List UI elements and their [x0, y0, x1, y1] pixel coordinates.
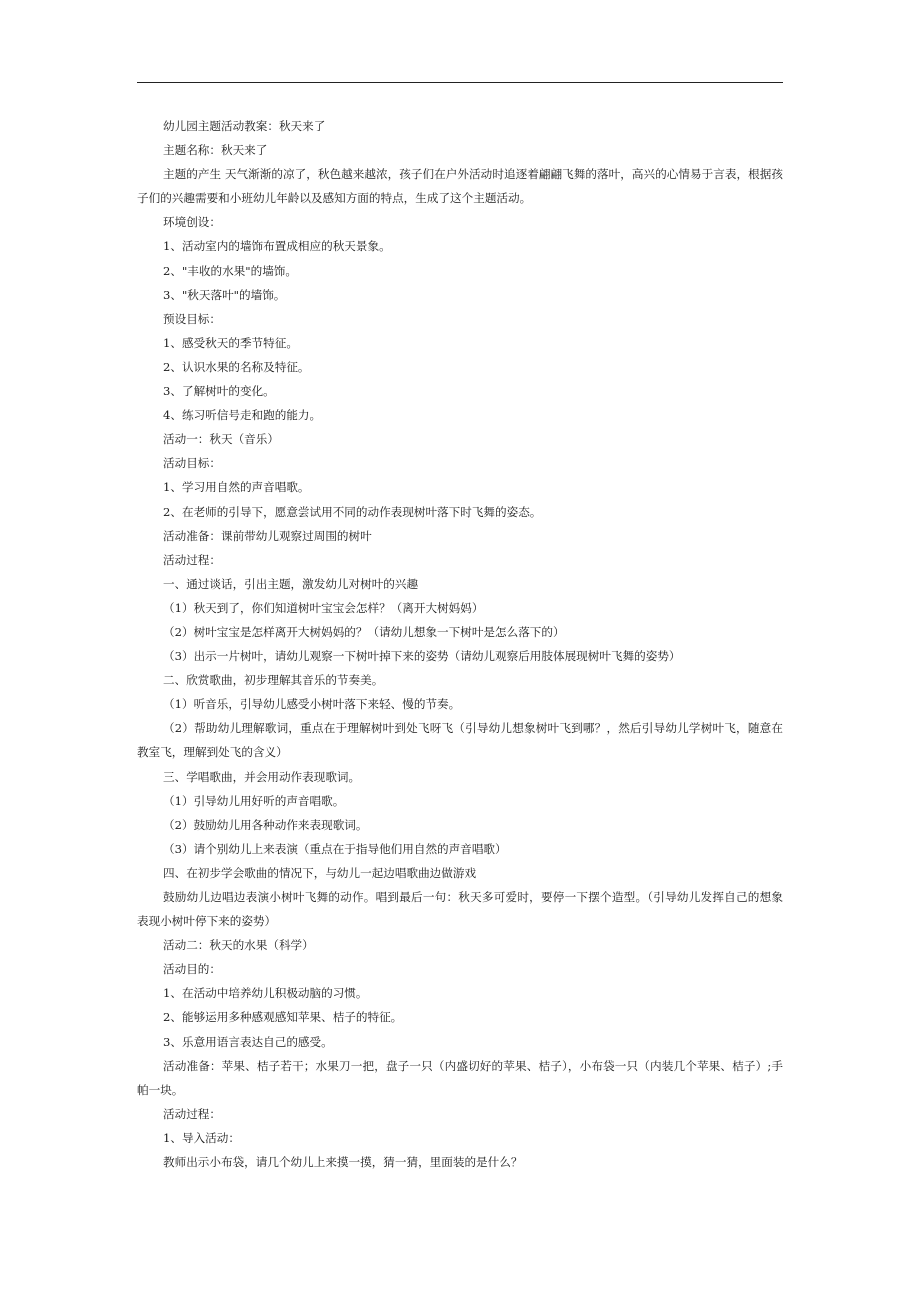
step-heading: 四、在初步学会歌曲的情况下，与幼儿一起边唱歌曲边做游戏 — [163, 865, 477, 880]
list-item: 1、活动室内的墙饰布置成相应的秋天景象。 — [163, 239, 391, 254]
list-item: （1）引导幼儿用好听的声音唱歌。 — [163, 793, 345, 808]
list-item: （3）出示一片树叶，请幼儿观察一下树叶掉下来的姿势（请幼儿观察后用肢体展现树叶飞舞的姿势） — [163, 649, 681, 664]
section-heading: 活动过程： — [163, 552, 221, 567]
body-paragraph: 鼓励幼儿边唱边表演小树叶飞舞的动作。唱到最后一句：秋天多可爱时，要停一下摆个造型。（引导幼儿发挥自己的想象表现小树叶停下来的姿势） — [137, 890, 783, 929]
list-item: 3、"秋天落叶"的墙饰。 — [163, 287, 286, 302]
body-paragraph: 教师出示小布袋，请几个幼儿上来摸一摸，猜一猜，里面装的是什么？ — [163, 1155, 523, 1170]
list-item: 4、练习听信号走和跑的能力。 — [163, 408, 322, 423]
activity-prep: 活动准备：课前带幼儿观察过周围的树叶 — [163, 528, 372, 543]
list-item: 2、"丰收的水果"的墙饰。 — [163, 263, 297, 278]
theme-origin: 主题的产生 天气渐渐的凉了，秋色越来越浓，孩子们在户外活动时追逐着翩翩飞舞的落叶，高兴的心情易于言表，根据孩子们的兴趣需要和小班幼儿年龄以及感知方面的特点，生成了这个主题活动。 — [137, 167, 783, 206]
section-heading: 活动过程： — [163, 1106, 221, 1121]
list-item: 1、学习用自然的声音唱歌。 — [163, 480, 310, 495]
section-heading: 活动目标： — [163, 456, 221, 471]
list-item: （1）秋天到了，你们知道树叶宝宝会怎样？（离开大树妈妈） — [163, 600, 484, 615]
section-heading: 预设目标： — [163, 311, 221, 326]
list-item: 2、在老师的引导下，愿意尝试用不同的动作表现树叶落下时飞舞的姿态。 — [163, 504, 542, 519]
document-body — [137, 114, 783, 1174]
list-item: 2、认识水果的名称及特征。 — [163, 359, 310, 374]
list-item: （2）帮助幼儿理解歌词，重点在于理解树叶到处飞呀飞（引导幼儿想象树叶飞到哪？，然后引导幼儿学树叶飞，随意在教室飞，理解到处飞的含义） — [137, 721, 783, 760]
step-heading: 二、欣赏歌曲，初步理解其音乐的节奏美。 — [163, 673, 384, 688]
activity-heading: 活动一：秋天（音乐） — [163, 432, 279, 447]
section-heading: 环境创设： — [163, 215, 221, 230]
activity-heading: 活动二：秋天的水果（科学） — [163, 938, 314, 953]
step-heading: 1、导入活动： — [163, 1130, 240, 1145]
list-item: 3、乐意用语言表达自己的感受。 — [163, 1034, 333, 1049]
step-heading: 三、学唱歌曲，并会用动作表现歌词。 — [163, 769, 361, 784]
activity-prep: 活动准备：苹果、桔子若干；水果刀一把，盘子一只（内盛切好的苹果、桔子），小布袋一只（内装几个苹果、桔子）;手帕一块。 — [137, 1058, 783, 1097]
header-rule — [137, 82, 783, 83]
list-item: 1、感受秋天的季节特征。 — [163, 335, 298, 350]
step-heading: 一、通过谈话，引出主题，激发幼儿对树叶的兴趣 — [163, 576, 419, 591]
list-item: （3）请个别幼儿上来表演（重点在于指导他们用自然的声音唱歌） — [163, 841, 507, 856]
list-item: 2、能够运用多种感观感知苹果、桔子的特征。 — [163, 1010, 403, 1025]
list-item: （2）树叶宝宝是怎样离开大树妈妈的？（请幼儿想象一下树叶是怎么落下的） — [163, 624, 565, 639]
list-item: 1、在活动中培养幼儿积极动脑的习惯。 — [163, 986, 368, 1001]
list-item: （1）听音乐，引导幼儿感受小树叶落下来轻、慢的节奏。 — [163, 697, 461, 712]
theme-name: 主题名称：秋天来了 — [163, 143, 268, 158]
list-item: （2）鼓励幼儿用各种动作来表现歌词。 — [163, 817, 368, 832]
section-heading: 活动目的： — [163, 962, 221, 977]
list-item: 3、了解树叶的变化。 — [163, 384, 275, 399]
doc-title: 幼儿园主题活动教案：秋天来了 — [163, 119, 326, 133]
